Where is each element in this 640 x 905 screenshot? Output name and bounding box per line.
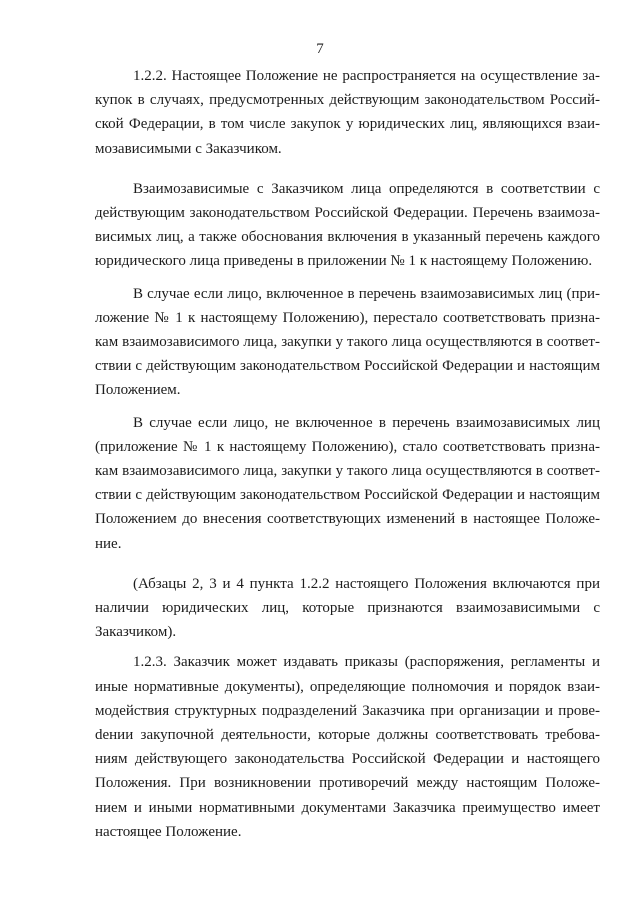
paragraph-interdependent-persons: Взаимозависимые с Заказчиком лица определяются в соответствии с действующим законодательством Российской Федерации. Перечень взаимозависимых лиц, а также обоснования включения в указанный перечень каждого юридического лица приведены в приложении № 1 к настоящему Положению. bbox=[95, 180, 600, 270]
paragraph-person-began-to-qualify: В случае если лицо, не включенное в перечень взаимозависимых лиц (приложение № 1 к настоящему Положению), стало соответствовать признакам взаимозависимого лица, закупки у такого лица осуществляются в соответствии с действующим законодательством Российской Федерации и настоящим Положением до внесения соответствующих изменений в настоящее Положение. bbox=[95, 414, 600, 552]
paragraph-person-ceased-to-qualify: В случае если лицо, включенное в перечень взаимозависимых лиц (приложение № 1 к настоящему Положению), перестало соответствовать признакам взаимозависимого лица, закупки у такого лица осуществляются в соответствии с действующим законодательством Российской Федерации и настоящим Положением. bbox=[95, 285, 600, 399]
paragraph-1-2-3: 1.2.3. Заказчик может издавать приказы (распоряжения, регламенты и иные нормативные документы), определяющие полномочия и порядок взаимодействия структурных подразделений Заказчика при организации и провеdении закупочной деятельности, которые должны соответствовать требованиям действующего законодательства Российской Федерации и настоящего Положения. При возникновении противоречий между настоящим Положением и иными нормативными документами Заказчика преимущество имеет настоящее Положение. bbox=[95, 654, 600, 840]
paragraph-note-on-abzacy: (Абзацы 2, 3 и 4 пункта 1.2.2 настоящего Положения включаются при наличии юридических лиц, которые признаются взаимозависимыми с Заказчиком). bbox=[95, 575, 600, 641]
paragraph-1-2-2: 1.2.2. Настоящее Положение не распространяется на осуществление закупок в случаях, предусмотренных действующим законодательством Российской Федерации, в том числе закупок у юридических лиц, являющихся взаимозависимыми с Заказчиком. bbox=[95, 68, 600, 157]
page-number: 7 bbox=[316, 41, 324, 57]
document-body bbox=[95, 64, 600, 844]
